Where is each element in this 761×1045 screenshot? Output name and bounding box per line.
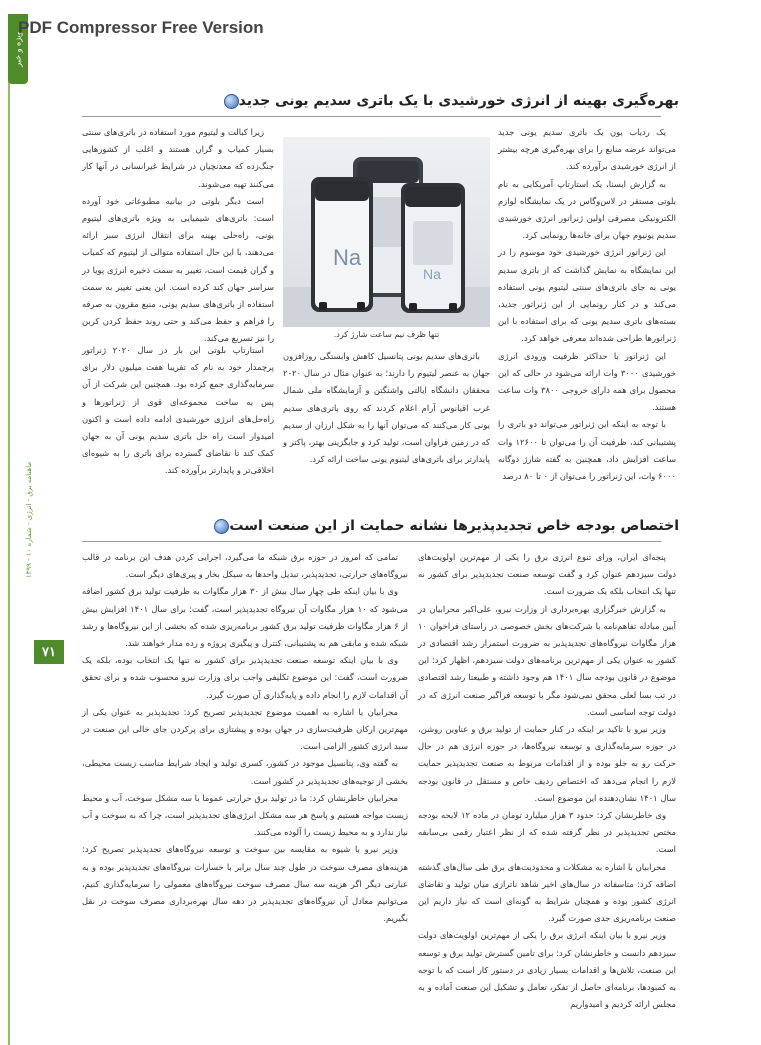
watermark: PDF Compressor Free Version xyxy=(18,18,264,37)
article2-col-right xyxy=(418,549,676,1010)
page-number: ۷۱ xyxy=(34,640,64,664)
article2-headline-text: اختصاص بودجه خاص تجدیدپذیرها نشانه حمایت از این صنعت است xyxy=(229,518,679,534)
svg-text:Na: Na xyxy=(423,266,441,282)
paragraph: استارتاپ بلوتی این بار در سال ۲۰۲۰ ژنراتور پرچمدار خود به نام که تقریبا هفت میلیون دلار برای سرمایه‌گذاری جمع کرده بود. همچنین این شرکت از آن پس به ساخت مجموعه‌ای قوی از ژنراتورها و راه‌حل‌های انرژی خورشیدی ادامه داده است و اکنون امیدوار است راه حل باتری سدیم یونی آن به جهان کمک کند تا تقاضای گسترده برای باتری را به شیوه‌ای اخلاقی‌تر و پایدارتر برآورده کند. xyxy=(82,345,274,476)
article2-headline xyxy=(208,518,679,534)
globe-bullet-icon xyxy=(224,94,239,109)
article1-col-left xyxy=(82,124,274,344)
paragraph: به گزارش خبرگزاری بهره‌برداری از وزارت نیرو، علی‌اکبر محرابیان در آیین مبادله تفاهم‌نامه با شرکت‌های بخش خصوصی در راستای فراخوان ۱۰ هزار مگاوات نیروگاه‌های تجدیدپذیر به ضرورت استمرار رشد اقتصادی در کشور به عنوان یکی از مهم‌ترین برنامه‌های دولت سیزدهم، اظهار کرد: این موضوع در قانون بودجه سال ۱۴۰۱ هم وجود داشته و طبیعتا رشد اقتصادی در تب بسا لعلی محقق نمی‌شود مگر با توسعه فراگیر صنعت انرژی که در دولت توجه اساسی است. xyxy=(418,603,676,717)
article1-col-middle-lower xyxy=(283,348,490,504)
paragraph: محرابیان خاطرنشان کرد: ما در تولید برق حرارتی عموما با سه مشکل سوخت، آب و محیط زیست مواجه هستیم و پاسخ هر سه مشکل انرژی‌های تجدیدپذیر است، چرا که به سوخت و آب نیاز ندارد و به محیط زیست را آلوده می‌کنند. xyxy=(82,792,408,838)
svg-text:Na: Na xyxy=(333,245,362,270)
article1-rule xyxy=(82,116,661,117)
paragraph: به گفته وی، پتانسیل موجود در کشور، کسری تولید و ایجاد شرایط مناسب زیست محیطی، بخشی از توجیه‌های تجدیدپذیر در کشور است. xyxy=(82,758,408,786)
paragraph: این ژنراتور با حداکثر ظرفیت ورودی انرژی خورشیدی ۳۰۰۰ وات ارائه می‌شود در حالی که این محصول برای همه دارای خروجی ۳۸۰۰ وات ساعت هستند. xyxy=(498,350,676,413)
paragraph: وی با بیان اینکه طی چهار سال بیش از ۳۰ هزار مگاوات به ظرفیت تولید برق کشور اضافه می‌شود که ۱۰ هزار مگاوات آن نیروگاه تجدیدپذیر است، گفت: برای سال ۱۴۰۱ افزایش بیش از ۶ هزار مگاوات ظرفیت تولید برق کشور برنامه‌ریزی شده که بخشی از این نیروگاه‌ها و رشد شبکه شده و مابقی هم به پشتیبانی، کنترل و پیگیری پروژه و رده مدار خواهند شد. xyxy=(82,586,408,649)
paragraph: وی خاطرنشان کرد: حدود ۳ هزار میلیارد تومان در ماده ۱۲ لایحه بودجه مختص تجدیدپذیر در نظر گرفته شده که از نظر اعتبار رقمی بی‌سابقه است. xyxy=(418,810,676,855)
issue-info xyxy=(22,420,36,620)
article1-headline-text: بهره‌گیری بهینه از انرژی خورشیدی با یک باتری سدیم یونی جدید xyxy=(238,93,679,109)
paragraph: وی با بیان اینکه توسعه صنعت تجدیدپذیر برای کشور نه تنها یک انتخاب بوده، بلکه یک ضرورت است، گفت: این موضوع تکلیفی واجب برای وزارت نیرو محسوب شده و برای تحقق آن اقدامات لازم را انجام داده و پایه‌گذاری آن صورت گیرد. xyxy=(82,655,408,700)
paragraph: یک ردیاب یون یک باتری سدیم یونی جدید می‌تواند عرضه منابع را برای بهره‌گیری هرچه بیشتر از انرژی خورشیدی برآورده کند. xyxy=(498,127,676,172)
paragraph: تمامی که امروز در حوزه برق شبکه ما می‌گیرد، اجرایی کردن هدف این برنامه در قالب نیروگاه‌های حرارتی، تجدیدپذیر، تبدیل واحدها به سیکل بخار و پیری‌های دیگر است. xyxy=(82,552,408,580)
paragraph: وزیر نیرو با شیوه به مقایسه بین سوخت و توسعه نیروگاه‌های تجدیدپذیر تصریح کرد: هزینه‌های مصرف سوخت در طول چند سال برابر با خسارات نیروگاه‌های تجدیدپذیر بوده و به عبارتی دیگر اگر هزینه سه سال مصرف سوخت نیروگاه‌های معمولی را سرمایه‌گذاری کنیم، می‌توانیم معادل آن نیروگاه‌های تجدیدپذیر در دهه سال بهره‌برداری مصرف سوخت در نقل بگیریم. xyxy=(82,844,408,924)
paragraph: این ژنراتور انرژی خورشیدی خود موسوم را در این نمایشگاه به نمایش گذاشت که از باتری سدیم یونی به جای باتری‌های سنتی لیتیوم یونی استفاده می‌کند و در کنار رونمایی از این ژنراتور جدید، بسته‌های باتری سدیم یونی که برای استفاده با این ژنراتورها طراحی شده‌اند معرفی خواهد کرد. xyxy=(498,247,676,344)
battery-generator-illustration xyxy=(283,137,490,327)
image-caption: تنها ظرف نیم ساعت شارژ کرد. xyxy=(333,330,440,339)
margin-accent-line xyxy=(8,14,10,1045)
product-photo xyxy=(283,137,490,327)
paragraph: پنجه‌ای ایران، ورای تنوع انرژی برق را یکی از مهم‌ترین اولویت‌های دولت سیزدهم عنوان کرد و گفت توسعه صنعت تجدیدپذیر برای کشور نه تنها یک انتخاب بلکه یک ضرورت است. xyxy=(418,552,676,597)
paragraph: باتری‌های سدیم یونی پتانسیل کاهش وابستگی روزافزون جهان به عنصر لیتیوم را دارند؛ به عنوان مثال در سال ۲۰۲۰ محققان دانشگاه ایالتی واشنگتن و آزمایشگاه ملی شمال غرب اقیانوس آرام اعلام کردند که روی باتری‌های سدیم یونی کار می‌کنند که می‌توان آنها را به شکل ارزان از سدیم که در زمین فراوان است، تولید کرد و جایگزینی بهتر، پاکتر و پایدارتر برای باتری‌های لیتیوم یونی ساخت ارائه کرد. xyxy=(283,351,490,465)
article1-headline xyxy=(218,93,679,109)
article2-col-left xyxy=(82,549,408,959)
article2-rule xyxy=(82,541,661,542)
paragraph: به گزارش ایسنا، یک استارتاپ آمریکایی به نام بلوتی مستقر در لاس‌وگاس در یک نمایشگاه لوازم الکترونیکی مصرفی اولین ژنراتور انرژی خورشیدی سدیم یونیوم جهان برای خانه‌ها رونمایی کرد. xyxy=(498,178,676,241)
paragraph: وزیر نیرو با بیان اینکه انرژی برق را یکی از مهم‌ترین اولویت‌های دولت سیزدهم دانست و خاطرنشان کرد: برای تامین گسترش تولید برق و توسعه این صنعت، تلاش‌ها و اقدامات بسیار زیادی در دستور کار است که با توجه به کمبودها، برنامه‌ای حاصل از تفکر، تعامل و تشکیل این صنعت آماده و به مجلس ارائه کردیم و امیدواریم xyxy=(418,930,676,1010)
paragraph: با توجه به اینکه این ژنراتور می‌تواند دو باتری را پشتیبانی کند، ظرفیت آن را می‌توان تا ۱۲۶۰۰ وات ساعت افزایش داد، همچنین به گفته شارژ دوگانه ۶۰۰۰ وات، این ژنراتور را می‌توان از ۰ تا ۸۰ درصد xyxy=(498,419,676,482)
globe-bullet-icon xyxy=(214,519,229,534)
issue-info-label: ماهنامه برق - انرژی - شماره ۱۰ - ۱۳۹۹ xyxy=(25,461,33,579)
paragraph: محرابیان با اشاره به اهمیت موضوع تجدیدپذیر تصریح کرد: تجدیدپذیر به عنوان یکی از مهم‌ترین ارکان ظرفیت‌سازی در جهان بوده و پیشتازی برای پرکردن جای خالی این صنعت در سبد انرژی کشور الزامی است. xyxy=(82,706,408,752)
paragraph: محرابیان با اشاره به مشکلات و محدودیت‌های برق طی سال‌های گذشته اضافه کرد: متاسفانه در سال‌های اخیر شاهد ناترازی میان تولید و تقاضای انرژی کشور بوده و همچنان شرایط به گونه‌ای است که نیاز داریم این صنعت برنامه‌ریزی جدی صورت گیرد. xyxy=(418,861,676,924)
section-tab-label: ویژه و خبر xyxy=(13,31,23,67)
article1-col-right xyxy=(498,124,676,504)
paragraph: وزیر نیرو با تاکید بر اینکه در کنار حمایت از تولید برق و عناوین روشن، در حوزه سرمایه‌گذاری و توسعه نیروگاه‌ها، در حوزه انرژی هم در حال حرکت رو به جلو بوده و از اقدامات مربوط به صنعت تجدیدپذیر حمایت لازم را انجام می‌دهد که اختصاص ردیف خاص و مستقل در قانون بودجه سال ۱۴۰۱ نشان‌دهنده این موضوع است. xyxy=(418,724,676,803)
article1-col-left-lower xyxy=(82,342,274,504)
paragraph: است دیگر بلوتی در بیانیه مطبوعاتی خود آورده است: باتری‌های شیمیایی به ویژه باتری‌های لیتیوم یونی، راه‌حلی بهینه برای انتقال انرژی سبز ارائه می‌دهند، با این حال استفاده متوالی از لیتیوم که کمیاب و گران قیمت است، تغییر به سمت ذخیره انرژی پویا در سراسر جهان کند کرده است. این یعنی تغییر به سمت استفاده از باتری‌های سدیم یونی، منبع مقرون به صرفه را فراهم و حفظ می‌کند و حتی روند حفظ کردن کربن را نیز تسریع می‌کند. xyxy=(82,195,274,344)
paragraph: زیرا کبالت و لیتیوم مورد استفاده در باتری‌های سنتی بسیار کمیاب و گران هستند و اغلب از کشورهایی جنگ‌زده که معدنچیان در شرایط غیرانسانی در آنها کار می‌کنند تهیه می‌شوند. xyxy=(82,127,274,189)
